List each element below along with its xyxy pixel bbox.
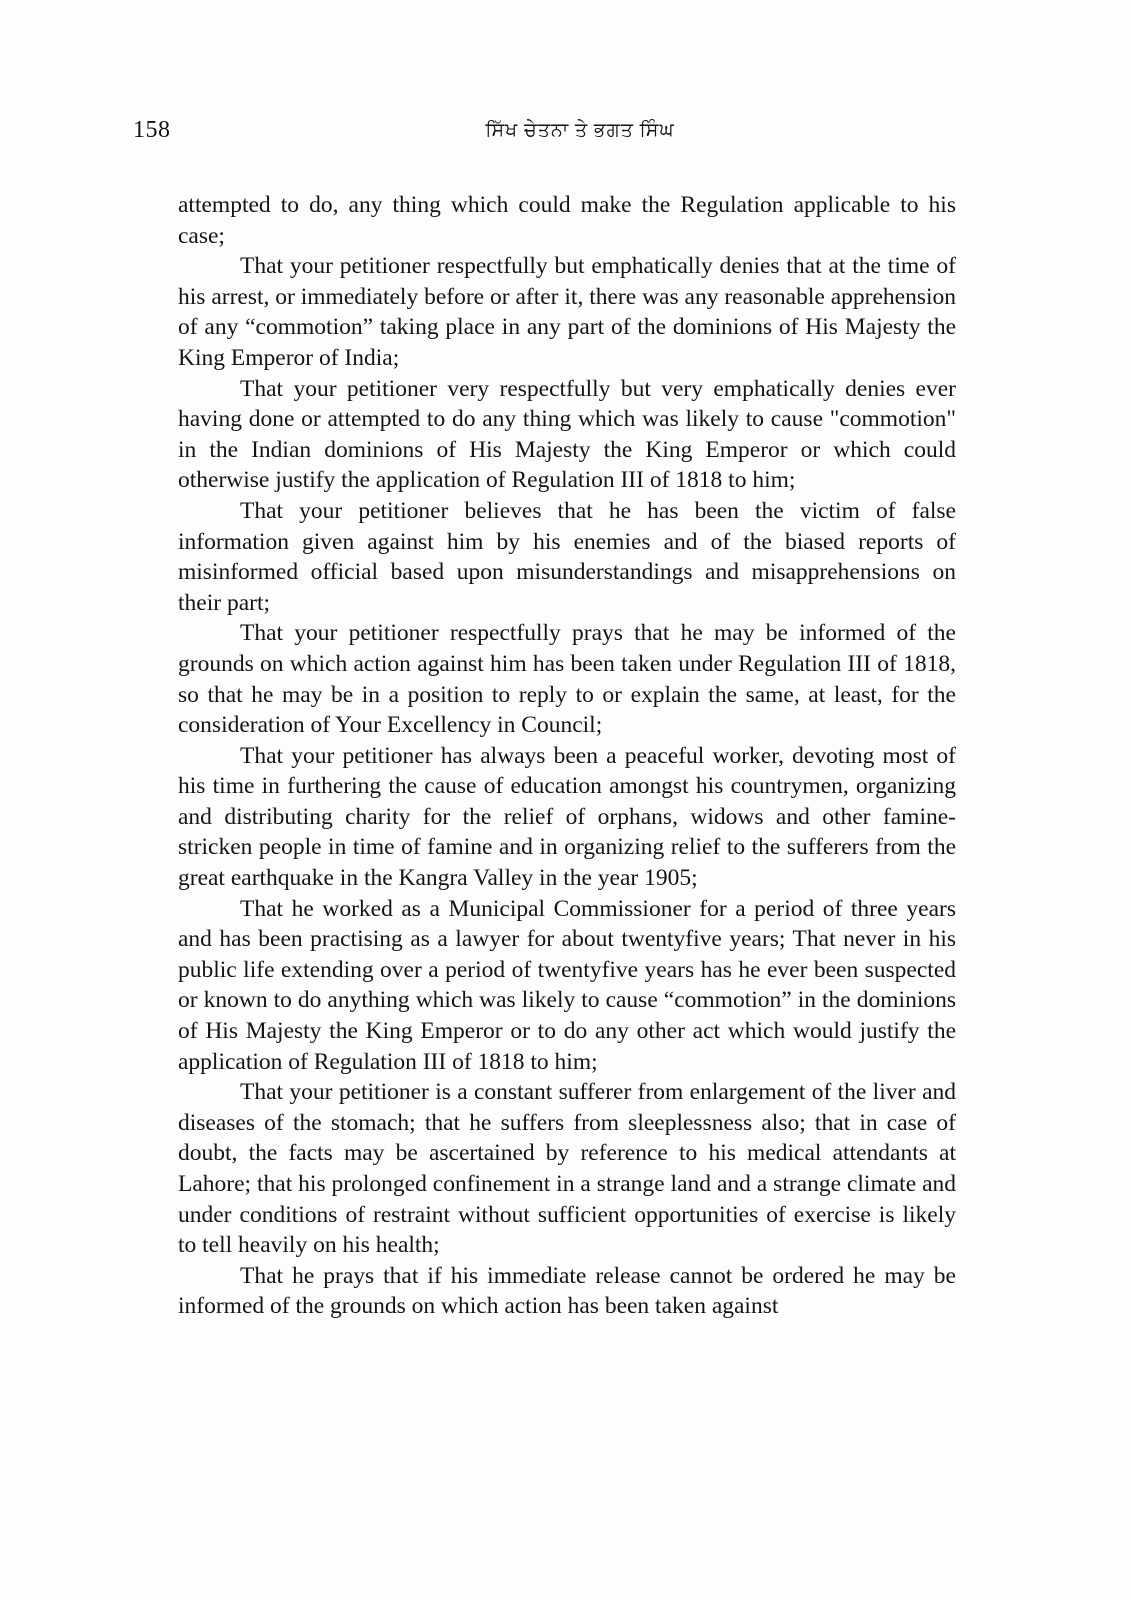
running-head: ਸਿੱਖ ਚੇਤਨਾ ਤੇ ਭਗਤ ਸਿੰਘ: [485, 120, 675, 141]
paragraph-municipal-commissioner: That he worked as a Municipal Commissioner for a period of three years and has been practising as a lawyer for about twentyfive years; That never in his public life extending over a period of twentyfive years has he ever been suspected or known to do anything which was likely to cause “commotion” in the dominions of His Majesty the King Emperor or to do any other act which would justify the application of Regulation III of 1818 to him;: [178, 895, 956, 1075]
paragraph-health-condition: That your petitioner is a constant sufferer from enlargement of the liver and diseases of the stomach; that he suffers from sleeplessness also; that in case of doubt, the facts may be ascertained by reference to his medical attendants at Lahore; that his prolonged confinement in a strange land and a strange climate and under conditions of restraint without sufficient opportunities of exercise is likely to tell heavily on his health;: [178, 1079, 956, 1259]
paragraph-request-grounds: That your petitioner respectfully prays that he may be informed of the grounds on which action against him has been taken under Regulation III of 1818, so that he may be in a position to reply to or explain the same, at least, for the consideration of Your Excellency in Council;: [178, 620, 956, 739]
page-number: 158: [133, 117, 171, 143]
paragraph-denies-causing-commotion: That your petitioner very respectfully but very emphatically denies ever having done or attempted to do any thing which was likely to cause "commotion" in the Indian dominions of His Majesty the King Emperor or which could otherwise justify the application of Regulation III of 1818 to him;: [178, 375, 956, 494]
paragraph-peaceful-worker: That your petitioner has always been a peaceful worker, devoting most of his time in furthering the cause of education amongst his countrymen, organizing and distributing charity for the relief of orphans, widows and other famine-stricken people in time of famine and in organizing relief to the sufferers from the great earthquake in the Kangra Valley in the year 1905;: [178, 742, 956, 892]
paragraph-prays-release: That he prays that if his immediate release cannot be ordered he may be informed of the grounds on which action has been taken against: [178, 1262, 956, 1320]
paragraph-no-commotion-at-arrest: That your petitioner respectfully but emphatically denies that at the time of his arrest, or immediately before or after it, there was any reasonable apprehension of any “commotion” taking place in any part of the dominions of His Majesty the King Emperor of India;: [178, 253, 956, 371]
body-text: [178, 190, 956, 1322]
paragraph-continuation: attempted to do, any thing which could make the Regulation applicable to his case;: [178, 192, 956, 249]
paragraph-victim-of-false-information: That your petitioner believes that he has been the victim of false information given against him by his enemies and of the biased reports of misinformed official based upon misunderstandings and misapprehensions on their part;: [178, 497, 956, 616]
